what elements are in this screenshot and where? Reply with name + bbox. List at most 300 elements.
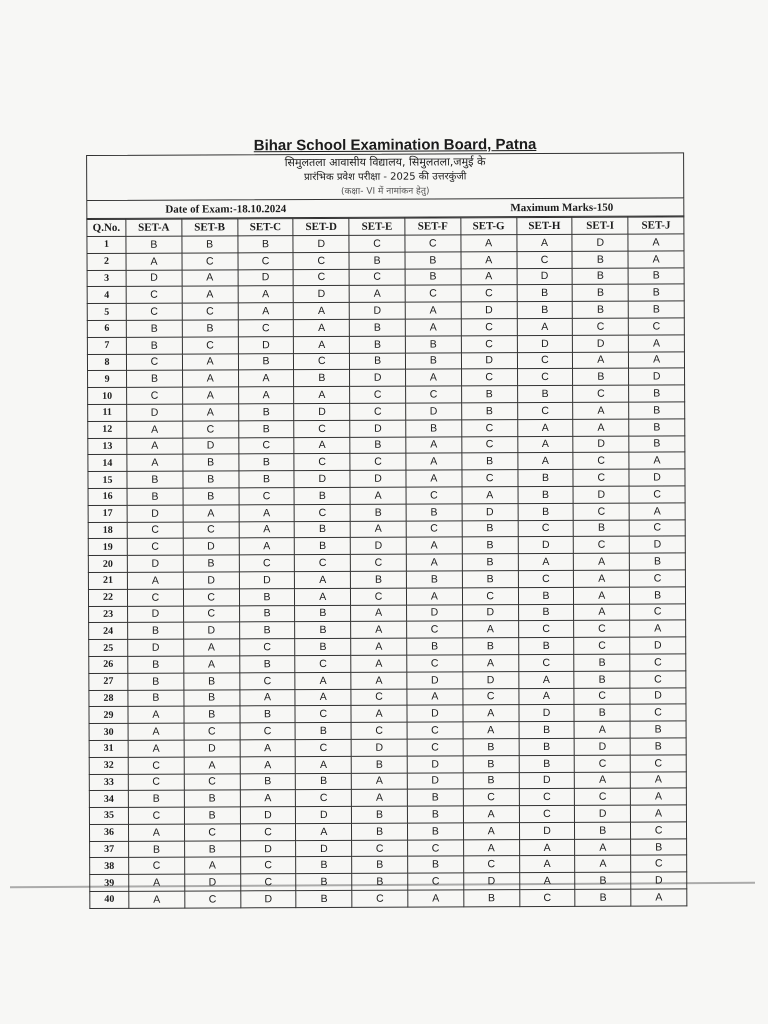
answer-cell: B — [573, 369, 629, 386]
answer-cell: D — [183, 538, 239, 555]
exam-name: प्रारंभिक प्रवेश परीक्षा - 2025 की उत्तरकुंजी — [303, 170, 467, 183]
answer-cell: B — [296, 890, 352, 907]
answer-cell: B — [572, 251, 628, 268]
question-number-cell: 1 — [87, 236, 126, 253]
exam-date: Date of Exam:-18.10.2024 — [165, 202, 287, 216]
answer-cell: C — [239, 488, 295, 505]
answer-cell: B — [406, 504, 462, 521]
answer-cell: B — [182, 236, 238, 253]
answer-cell: B — [239, 656, 295, 673]
answer-cell: C — [296, 790, 352, 807]
answer-cell: B — [574, 520, 630, 537]
question-number-cell: 34 — [89, 791, 128, 808]
answer-cell: B — [239, 588, 295, 605]
answer-cell: A — [182, 404, 238, 421]
answer-cell: B — [462, 537, 518, 554]
answer-cell: B — [574, 654, 630, 671]
answer-cell: B — [351, 756, 407, 773]
answer-cell: B — [574, 671, 630, 688]
answer-cell: B — [126, 236, 182, 253]
max-marks: Maximum Marks-150 — [510, 201, 614, 214]
answer-cell: C — [519, 805, 575, 822]
answer-cell: C — [239, 639, 295, 656]
answer-cell: B — [572, 268, 628, 285]
answer-cell: D — [296, 806, 352, 823]
answer-cell: A — [296, 756, 352, 773]
column-header: SET-D — [293, 218, 349, 235]
answer-cell: A — [573, 419, 629, 436]
answer-cell: A — [182, 387, 238, 404]
answer-cell: D — [238, 336, 294, 353]
answer-cell: C — [629, 486, 685, 503]
answer-cell: D — [407, 604, 463, 621]
answer-cell: A — [575, 856, 631, 873]
answer-cell: C — [238, 320, 294, 337]
question-number-cell: 28 — [89, 690, 128, 707]
answer-cell: A — [631, 805, 687, 822]
answer-cell: B — [405, 268, 461, 285]
answer-cell: C — [407, 655, 463, 672]
answer-cell: D — [631, 872, 687, 889]
answer-cell: C — [294, 353, 350, 370]
answer-cell: C — [630, 671, 686, 688]
answer-cell: B — [238, 404, 294, 421]
answer-cell: A — [240, 790, 296, 807]
answer-cell: D — [126, 270, 182, 287]
answer-cell: A — [349, 285, 405, 302]
answer-cell: A — [294, 319, 350, 336]
answer-cell: B — [239, 605, 295, 622]
question-number-cell: 23 — [89, 606, 128, 623]
answer-cell: A — [127, 438, 183, 455]
answer-cell: B — [184, 689, 240, 706]
answer-cell: B — [461, 403, 517, 420]
answer-cell: B — [462, 453, 518, 470]
column-header: SET-A — [126, 219, 182, 236]
answer-cell: C — [293, 269, 349, 286]
answer-cell: C — [183, 521, 239, 538]
question-number-cell: 22 — [88, 589, 127, 606]
answer-cell: C — [240, 723, 296, 740]
answer-cell: C — [128, 774, 184, 791]
answer-cell: B — [517, 302, 573, 319]
answer-cell: C — [238, 252, 294, 269]
answer-cell: A — [294, 387, 350, 404]
answer-cell: D — [294, 403, 350, 420]
answer-cell: C — [462, 470, 518, 487]
answer-cell: A — [127, 572, 183, 589]
answer-cell: C — [293, 252, 349, 269]
answer-cell: B — [127, 488, 183, 505]
answer-cell: A — [239, 521, 295, 538]
answer-cell: B — [184, 790, 240, 807]
answer-cell: C — [295, 706, 351, 723]
answer-cell: C — [351, 554, 407, 571]
answer-cell: B — [628, 301, 684, 318]
answer-cell: C — [296, 739, 352, 756]
answer-cell: B — [350, 353, 406, 370]
answer-cell: D — [630, 687, 686, 704]
answer-cell: B — [574, 704, 630, 721]
answer-cell: C — [406, 386, 462, 403]
answer-cell: C — [350, 386, 406, 403]
question-number-cell: 15 — [88, 471, 127, 488]
answer-cell: B — [575, 889, 631, 906]
answer-cell: A — [517, 234, 573, 251]
column-header: SET-H — [516, 217, 572, 234]
answer-cell: A — [463, 655, 519, 672]
board-title: Bihar School Examination Board, Patna — [253, 136, 537, 155]
answer-cell: C — [575, 755, 631, 772]
answer-cell: A — [129, 891, 185, 908]
answer-cell: C — [574, 536, 630, 553]
answer-cell: D — [127, 505, 183, 522]
answer-cell: B — [352, 823, 408, 840]
answer-cell: A — [295, 588, 351, 605]
answer-cell: A — [405, 302, 461, 319]
answer-cell: B — [126, 337, 182, 354]
answer-cell: B — [462, 554, 518, 571]
answer-cell: C — [183, 421, 239, 438]
question-number-cell: 32 — [89, 757, 128, 774]
answer-cell: A — [463, 722, 519, 739]
answer-cell: D — [463, 873, 519, 890]
answer-cell: B — [573, 301, 629, 318]
answer-cell: A — [517, 453, 573, 470]
answer-cell: B — [519, 738, 575, 755]
answer-cell: A — [238, 387, 294, 404]
answer-cell: B — [462, 638, 518, 655]
answer-cell: C — [518, 654, 574, 671]
column-header: SET-C — [237, 219, 293, 236]
answer-cell: D — [127, 555, 183, 572]
exam-heading-box — [86, 152, 684, 201]
answer-cell: A — [406, 436, 462, 453]
answer-cell: C — [126, 354, 182, 371]
answer-cell: A — [239, 504, 295, 521]
answer-cell: A — [518, 671, 574, 688]
answer-cell: C — [184, 773, 240, 790]
answer-cell: B — [128, 790, 184, 807]
answer-cell: D — [630, 637, 686, 654]
question-number-cell: 37 — [90, 841, 129, 858]
answer-cell: B — [519, 755, 575, 772]
answer-cell: C — [351, 588, 407, 605]
answer-cell: A — [630, 771, 686, 788]
school-name: सिमुलतला आवासीय विद्यालय, सिमुलतला,जमुई के — [284, 154, 486, 169]
answer-cell: A — [127, 421, 183, 438]
question-number-cell: 29 — [89, 707, 128, 724]
answer-cell: B — [183, 555, 239, 572]
question-number-cell: 39 — [90, 875, 129, 892]
answer-cell: A — [574, 721, 630, 738]
question-number-cell: 33 — [89, 774, 128, 791]
answer-cell: B — [184, 706, 240, 723]
answer-cell: C — [128, 757, 184, 774]
answer-cell: A — [240, 689, 296, 706]
answer-cell: A — [631, 788, 687, 805]
column-header: SET-E — [349, 218, 405, 235]
answer-cell: A — [240, 739, 296, 756]
answer-cell: A — [351, 605, 407, 622]
answer-cell: C — [185, 891, 241, 908]
answer-cell: B — [405, 336, 461, 353]
answer-cell: B — [352, 857, 408, 874]
answer-cell: C — [294, 420, 350, 437]
answer-cell: A — [350, 521, 406, 538]
answer-cell: C — [630, 570, 686, 587]
answer-cell: C — [182, 337, 238, 354]
answer-cell: B — [406, 571, 462, 588]
answer-cell: C — [517, 251, 573, 268]
answer-cell: B — [631, 839, 687, 856]
answer-cell: C — [350, 403, 406, 420]
answer-cell: B — [182, 320, 238, 337]
answer-cell: A — [573, 352, 629, 369]
answer-cell: A — [629, 452, 685, 469]
answer-cell: B — [128, 656, 184, 673]
answer-cell: C — [351, 689, 407, 706]
answer-cell: C — [406, 487, 462, 504]
answer-cell: B — [238, 353, 294, 370]
answer-cell: C — [461, 285, 517, 302]
question-number-cell: 10 — [88, 387, 127, 404]
answer-cell: B — [238, 236, 294, 253]
answer-cell: C — [461, 369, 517, 386]
answer-cell: C — [517, 402, 573, 419]
answer-cell: A — [238, 303, 294, 320]
answer-cell: C — [240, 857, 296, 874]
answer-cell: A — [294, 303, 350, 320]
answer-cell: C — [517, 369, 573, 386]
answer-cell: A — [238, 286, 294, 303]
answer-cell: A — [350, 487, 406, 504]
answer-cell: C — [352, 840, 408, 857]
answer-cell: D — [462, 503, 518, 520]
answer-cell: B — [183, 488, 239, 505]
answer-cell: B — [407, 823, 463, 840]
answer-cell: A — [351, 773, 407, 790]
answer-cell: A — [628, 251, 684, 268]
answer-cell: A — [406, 453, 462, 470]
answer-cell: A — [351, 621, 407, 638]
answer-cell: D — [183, 437, 239, 454]
answer-cell: C — [127, 387, 183, 404]
answer-cell: A — [128, 723, 184, 740]
answer-cell: C — [184, 723, 240, 740]
answer-cell: D — [572, 234, 628, 251]
answer-cell: C — [183, 605, 239, 622]
answer-cell: B — [630, 721, 686, 738]
answer-cell: A — [574, 570, 630, 587]
answer-cell: D — [184, 740, 240, 757]
answer-cell: C — [127, 589, 183, 606]
answer-cell: D — [517, 335, 573, 352]
answer-cell: A — [128, 824, 184, 841]
answer-cell: D — [293, 235, 349, 252]
column-header: SET-B — [182, 219, 238, 236]
answer-cell: C — [295, 554, 351, 571]
answer-cell: A — [295, 571, 351, 588]
answer-cell: A — [575, 839, 631, 856]
answer-cell: B — [183, 454, 239, 471]
answer-cell: B — [295, 622, 351, 639]
question-number-cell: 21 — [88, 572, 127, 589]
answer-cell: D — [629, 469, 685, 486]
answer-cell: D — [183, 622, 239, 639]
answer-cell: C — [517, 352, 573, 369]
answer-cell: A — [628, 234, 684, 251]
answer-cell: A — [183, 639, 239, 656]
answer-cell: A — [629, 351, 685, 368]
answer-cell: B — [238, 420, 294, 437]
answer-cell: B — [519, 721, 575, 738]
answer-cell: A — [630, 620, 686, 637]
answer-cell: C — [405, 285, 461, 302]
answer-cell: C — [407, 722, 463, 739]
question-number-cell: 2 — [87, 253, 126, 270]
answer-cell: B — [629, 385, 685, 402]
answer-cell: A — [183, 505, 239, 522]
answer-cell: B — [296, 773, 352, 790]
answer-cell: D — [406, 403, 462, 420]
answer-cell: C — [129, 858, 185, 875]
question-number-cell: 35 — [89, 807, 128, 824]
answer-cell: C — [407, 621, 463, 638]
question-number-cell: 27 — [89, 673, 128, 690]
answer-cell: C — [518, 621, 574, 638]
question-number-cell: 18 — [88, 522, 127, 539]
answer-cell: B — [127, 471, 183, 488]
answer-cell: D — [573, 486, 629, 503]
answer-cell: D — [185, 874, 241, 891]
answer-cell: B — [575, 872, 631, 889]
answer-cell: C — [239, 555, 295, 572]
answer-cell: C — [183, 589, 239, 606]
answer-cell: B — [518, 503, 574, 520]
answer-cell: C — [239, 672, 295, 689]
answer-cell: C — [294, 504, 350, 521]
answer-cell: D — [350, 420, 406, 437]
answer-cell: C — [573, 503, 629, 520]
column-header: SET-J — [628, 217, 684, 234]
answer-cell: D — [573, 335, 629, 352]
answer-cell: B — [295, 605, 351, 622]
answer-cell: C — [631, 822, 687, 839]
answer-cell: A — [462, 487, 518, 504]
answer-cell: C — [630, 654, 686, 671]
question-number-cell: 24 — [89, 623, 128, 640]
answer-cell: C — [126, 286, 182, 303]
answer-cell: C — [630, 603, 686, 620]
answer-cell: C — [182, 253, 238, 270]
answer-cell: B — [518, 470, 574, 487]
answer-cell: A — [406, 537, 462, 554]
answer-cell: B — [239, 622, 295, 639]
question-number-cell: 16 — [88, 488, 127, 505]
answer-cell: B — [184, 841, 240, 858]
answer-cell: C — [408, 840, 464, 857]
answer-key-table — [86, 216, 687, 908]
answer-cell: D — [350, 470, 406, 487]
answer-cell: A — [351, 638, 407, 655]
answer-cell: A — [352, 789, 408, 806]
answer-cell: A — [463, 705, 519, 722]
answer-cell: D — [462, 604, 518, 621]
answer-cell: D — [519, 822, 575, 839]
answer-cell: B — [575, 822, 631, 839]
answer-cell: B — [518, 486, 574, 503]
answer-cell: B — [406, 420, 462, 437]
answer-cell: B — [517, 285, 573, 302]
answer-cell: D — [407, 672, 463, 689]
answer-cell: B — [350, 504, 406, 521]
answer-cell: C — [408, 873, 464, 890]
answer-cell: D — [127, 404, 183, 421]
answer-cell: D — [407, 772, 463, 789]
answer-cell: B — [463, 755, 519, 772]
answer-cell: A — [405, 369, 461, 386]
answer-cell: A — [295, 689, 351, 706]
question-number-cell: 25 — [89, 639, 128, 656]
answer-cell: A — [184, 857, 240, 874]
answer-cell: B — [405, 352, 461, 369]
answer-cell: B — [463, 739, 519, 756]
question-number-cell: 13 — [88, 438, 127, 455]
answer-cell: A — [575, 772, 631, 789]
answer-cell: C — [461, 319, 517, 336]
answer-cell: A — [294, 437, 350, 454]
answer-cell: C — [238, 437, 294, 454]
answer-cell: B — [352, 806, 408, 823]
answer-cell: A — [182, 370, 238, 387]
answer-cell: A — [351, 655, 407, 672]
answer-cell: A — [127, 454, 183, 471]
question-number-cell: 9 — [88, 371, 127, 388]
answer-cell: C — [350, 453, 406, 470]
answer-cell: B — [462, 571, 518, 588]
answer-cell: B — [294, 370, 350, 387]
table-body — [87, 234, 687, 908]
answer-cell: B — [629, 402, 685, 419]
answer-cell: A — [129, 874, 185, 891]
answer-cell: D — [517, 268, 573, 285]
answer-cell: C — [574, 688, 630, 705]
answer-cell: A — [294, 336, 350, 353]
answer-cell: D — [349, 302, 405, 319]
column-header: SET-F — [405, 218, 461, 235]
answer-cell: C — [518, 570, 574, 587]
answer-cell: A — [574, 587, 630, 604]
answer-cell: C — [630, 704, 686, 721]
answer-cell: B — [518, 604, 574, 621]
answer-key-sheet — [86, 135, 687, 908]
answer-cell: C — [182, 303, 238, 320]
answer-cell: D — [407, 705, 463, 722]
answer-cell: A — [239, 538, 295, 555]
answer-cell: B — [128, 673, 184, 690]
answer-cell: D — [629, 368, 685, 385]
answer-cell: C — [349, 235, 405, 252]
answer-cell: B — [128, 690, 184, 707]
question-number-cell: 20 — [88, 555, 127, 572]
answer-cell: D — [128, 606, 184, 623]
column-header: Q.No. — [87, 219, 126, 236]
answer-cell: C — [463, 856, 519, 873]
answer-cell: B — [405, 252, 461, 269]
answer-cell: A — [631, 889, 687, 906]
answer-cell: A — [517, 318, 573, 335]
